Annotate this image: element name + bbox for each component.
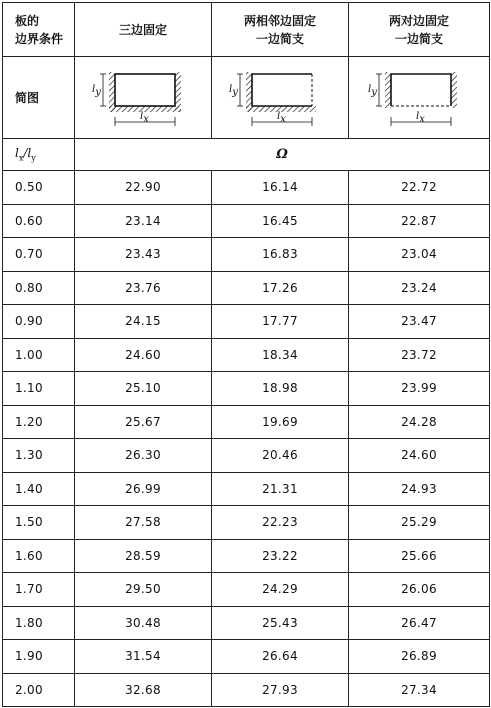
ratio-cell: 0.80 [3,271,75,305]
value-two-adjacent-fixed: 23.22 [212,539,349,573]
value-two-adjacent-fixed: 27.93 [212,673,349,707]
ratio-cell: 1.80 [3,606,75,640]
value-three-edges-fixed: 32.68 [75,673,212,707]
table-row [3,372,490,406]
omega-symbol: Ω [75,139,490,171]
value-two-opposite-fixed: 22.72 [349,171,490,205]
dim-ly: ly [229,83,238,98]
table-row [3,472,490,506]
value-two-adjacent-fixed: 16.45 [212,204,349,238]
value-three-edges-fixed: 27.58 [75,506,212,540]
ratio-cell: 1.10 [3,372,75,406]
ratio-cell: 0.50 [3,171,75,205]
plate-diagram-3 [359,60,479,132]
ratio-row [3,139,490,171]
ratio-label: $l_x/l_y$ [3,139,75,171]
value-two-opposite-fixed: 23.72 [349,338,490,372]
value-three-edges-fixed: 23.76 [75,271,212,305]
boundary-condition-header: 板的 边界条件 [3,3,75,57]
ratio-cell: 1.40 [3,472,75,506]
diagram-two-opposite-fixed [349,57,490,139]
value-three-edges-fixed: 31.54 [75,640,212,674]
table-row [3,405,490,439]
coefficient-table [2,2,490,707]
value-three-edges-fixed: 25.67 [75,405,212,439]
ratio-cell: 0.70 [3,238,75,272]
value-two-opposite-fixed: 23.99 [349,372,490,406]
ratio-cell: 1.50 [3,506,75,540]
value-two-opposite-fixed: 24.28 [349,405,490,439]
value-three-edges-fixed: 26.30 [75,439,212,473]
value-three-edges-fixed: 28.59 [75,539,212,573]
dim-ly: ly [368,83,377,98]
plate-diagram-1 [83,60,203,132]
table-row [3,573,490,607]
diagram-label: 简图 [3,57,75,139]
value-two-adjacent-fixed: 19.69 [212,405,349,439]
table-row [3,506,490,540]
ratio-cell: 1.20 [3,405,75,439]
table-row [3,238,490,272]
table-row [3,673,490,707]
value-two-adjacent-fixed: 17.77 [212,305,349,339]
dim-ly: ly [92,83,101,98]
table-row [3,539,490,573]
value-three-edges-fixed: 24.60 [75,338,212,372]
value-three-edges-fixed: 22.90 [75,171,212,205]
plate-diagram-2 [220,60,340,132]
value-three-edges-fixed: 23.14 [75,204,212,238]
value-two-adjacent-fixed: 22.23 [212,506,349,540]
table-row [3,439,490,473]
table-row [3,338,490,372]
value-two-opposite-fixed: 26.06 [349,573,490,607]
table-row [3,271,490,305]
col-two-opposite-fixed: 两对边固定 一边简支 [349,3,490,57]
value-three-edges-fixed: 30.48 [75,606,212,640]
diagram-two-adjacent-fixed [212,57,349,139]
ratio-cell: 1.30 [3,439,75,473]
dim-lx: lx [277,110,286,125]
col-two-adjacent-fixed: 两相邻边固定 一边简支 [212,3,349,57]
table-row [3,606,490,640]
value-two-adjacent-fixed: 26.64 [212,640,349,674]
diagram-row [3,57,490,139]
value-two-opposite-fixed: 24.60 [349,439,490,473]
table-row [3,171,490,205]
value-two-opposite-fixed: 23.04 [349,238,490,272]
value-two-adjacent-fixed: 16.83 [212,238,349,272]
table-row [3,204,490,238]
value-two-adjacent-fixed: 18.34 [212,338,349,372]
value-two-opposite-fixed: 24.93 [349,472,490,506]
ratio-cell: 1.00 [3,338,75,372]
col-three-edges-fixed: 三边固定 [75,3,212,57]
value-two-opposite-fixed: 26.47 [349,606,490,640]
value-three-edges-fixed: 25.10 [75,372,212,406]
ratio-cell: 0.90 [3,305,75,339]
header-row [3,3,490,57]
value-two-adjacent-fixed: 24.29 [212,573,349,607]
value-two-adjacent-fixed: 21.31 [212,472,349,506]
value-three-edges-fixed: 29.50 [75,573,212,607]
value-two-adjacent-fixed: 20.46 [212,439,349,473]
ratio-cell: 1.90 [3,640,75,674]
table-row [3,305,490,339]
value-two-opposite-fixed: 23.24 [349,271,490,305]
value-two-opposite-fixed: 23.47 [349,305,490,339]
value-three-edges-fixed: 24.15 [75,305,212,339]
value-two-adjacent-fixed: 18.98 [212,372,349,406]
table-row [3,640,490,674]
ratio-cell: 1.60 [3,539,75,573]
diagram-three-edges-fixed [75,57,212,139]
value-two-adjacent-fixed: 17.26 [212,271,349,305]
dim-lx: lx [140,110,149,125]
value-two-opposite-fixed: 22.87 [349,204,490,238]
value-three-edges-fixed: 23.43 [75,238,212,272]
value-two-adjacent-fixed: 16.14 [212,171,349,205]
value-two-adjacent-fixed: 25.43 [212,606,349,640]
value-three-edges-fixed: 26.99 [75,472,212,506]
ratio-cell: 2.00 [3,673,75,707]
value-two-opposite-fixed: 27.34 [349,673,490,707]
ratio-cell: 1.70 [3,573,75,607]
value-two-opposite-fixed: 25.66 [349,539,490,573]
ratio-cell: 0.60 [3,204,75,238]
value-two-opposite-fixed: 26.89 [349,640,490,674]
value-two-opposite-fixed: 25.29 [349,506,490,540]
dim-lx: lx [416,110,425,125]
